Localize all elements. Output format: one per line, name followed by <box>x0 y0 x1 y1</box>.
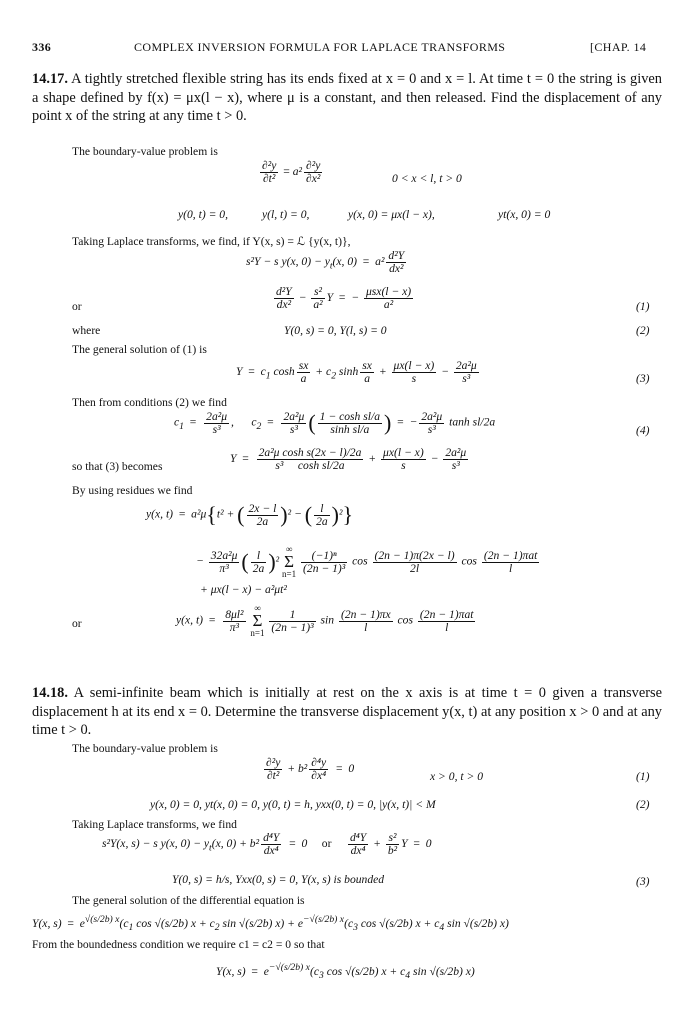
general-solution-intro: The general solution of (1) is <box>72 343 207 356</box>
beam-bounded-solution: Y(x, $s) = e^{-√(s/2b) x}(c_3$ cos √(s/2b) $x + c_4$ sin √(s/2b) x) <box>216 962 475 982</box>
residue-result-line2: − $\frac{\text{32a²μ}}{\text{π³}}$ ( $\frac{l}{2a}$ )² ∞ Σ n=1 $\frac{\text{(−1)ⁿ}}{\text{(2n − 1)³}}$ cos $\frac{(2n - 1)\pi(2x - l)}{2l}$ cos $\frac{\text{(2n − 1)πat}}{l}$ <box>196 544 538 579</box>
residue-result-line3: + μx(l − x) − a²μt² <box>200 583 287 596</box>
problem-14-17-statement <box>32 70 662 126</box>
eq-number-3b: (3) <box>636 875 650 888</box>
beam-equation: $\frac{\text{∂²y}}{\text{∂t²}}$ + b² $\frac{\text{∂⁴y}}{\text{∂x⁴}}$ = 0 <box>266 756 355 782</box>
bc-3: y(x, 0) = μx(l − x), <box>348 208 435 221</box>
bc-1: y(0, t) = 0, <box>178 208 228 221</box>
wave-equation: $\frac{\text{∂²y}}{\text{∂t²}}$ = a² $\frac{\text{∂²y}}{\text{∂x²}}$ <box>262 159 321 185</box>
beam-bcs: y(x, 0) = 0, yt(x, 0) = 0, y(0, t) = h, yxx(0, t) = 0, |y(x, t)| < M <box>150 798 436 811</box>
eq-number-3: (3) <box>636 372 650 385</box>
Y-solution-eq: Y = $\frac{\text{2a²μ cosh s(2x − l)/2a}}{\text{s³ cosh sl/2a}}$ + $\frac{\mu x(l - x)}{s}$ − $\frac{\text{2a²μ}}{\text{s³}}$ <box>230 446 467 472</box>
boundedness-condition: From the boundedness condition we require c1 = c2 = 0 so that <box>32 938 325 951</box>
taking-laplace-2: Taking Laplace transforms, we find <box>72 818 237 831</box>
taking-laplace: Taking Laplace transforms, we find, if Y(x, s) = ℒ {y(x, t)}, <box>72 235 351 248</box>
intro-bvp: The boundary-value problem is <box>72 145 218 158</box>
running-title: COMPLEX INVERSION FORMULA FOR LAPLACE TRANSFORMS <box>134 40 506 54</box>
eq-number-4: (4) <box>636 424 650 437</box>
general-solution-eq: $Y = c_1$ cosh $\frac{sx}{a}$ + $c_2$ sinh $\frac{sx}{a}$ + $\frac{\mu x(l - x)}{s}$ − $\frac{\text{2a²μ}}{\text{s³}}$ <box>236 359 477 385</box>
beam-transformed-eq: s²Y(x, s) − s y(x, $0) - y_t(x$, 0) + b² $\frac{\text{d⁴Y}}{\text{dx⁴}}$ = 0 or $\frac{\text{d⁴Y}}{\text{dx⁴}}$ + $\frac{\text{s²}}{\text{b²}}$ Y = 0 <box>102 831 432 857</box>
so-that-label: so that (3) becomes <box>72 460 163 473</box>
or-label-2: or <box>72 617 82 630</box>
eq-number-1b: (1) <box>636 770 650 783</box>
then-from-conditions: Then from conditions (2) we find <box>72 396 227 409</box>
bc-4: yt(x, 0) = 0 <box>498 208 551 221</box>
eq-number-1: (1) <box>636 300 650 313</box>
page-number: 336 <box>32 40 52 54</box>
intro-bvp-2: The boundary-value problem is <box>72 742 218 755</box>
problem-number: 14.18. <box>32 685 68 701</box>
ode-eq: $\frac{\text{d²Y}}{\text{dx²}}$ − $\frac{\text{s²}}{\text{a²}}$ Y = − $\frac{\text{μsx(l − x)}}{\text{a²}}$ <box>276 285 412 311</box>
eq-number-2b: (2) <box>636 798 650 811</box>
pde-domain-2: x > 0, t > 0 <box>430 770 483 783</box>
bc-2: y(l, t) = 0, <box>262 208 310 221</box>
by-residues: By using residues we find <box>72 484 193 497</box>
problem-14-18-statement <box>32 684 662 740</box>
Y-boundary-conditions: Y(0, s) = 0, Y(l, s) = 0 <box>284 324 387 337</box>
residue-result-line1: y(x, t) = a²μ{t² + ( $\frac{2x - l}{2a}$ )² − ( $\frac{l}{2a}$ )²} <box>146 501 354 528</box>
where-label: where <box>72 324 101 337</box>
general-solution-intro-2: The general solution of the differential equation is <box>72 894 305 907</box>
constants-eq: $c_1$ = $\frac{\text{2a²μ}}{\text{s³}}$ , $c_2$ = $\frac{\text{2a²μ}}{\text{s³}}$ ( $\frac{\text{1 − cosh sl/a}}{\text{sinh sl/a}}$ ) = − $\frac{\text{2a²μ}}{\text{s³}}$ tanh sl/2a <box>174 409 496 436</box>
pde-domain: 0 < x < l, t > 0 <box>392 172 462 185</box>
problem-number: 14.17. <box>32 71 68 87</box>
or-label-3: or <box>321 837 332 851</box>
final-solution-eq: y(x, t) = $\frac{\text{8μl²}}{\text{π³}}$ ∞ Σ n=1 $\frac{1}{\text{(2n − 1)³}}$ sin $\frac{(2n - 1)\pi x}{l}$ cos $\frac{\text{(2n − 1)πat}}{l}$ <box>176 603 474 638</box>
eq-number-2: (2) <box>636 324 650 337</box>
problem-text: A semi-infinite beam which is initially at rest on the x axis is at time t = 0 given a transverse displacement h at its end x = 0. Determine the transverse displacement y(x, t) at any position x > 0 and at any time t > 0. <box>32 685 663 739</box>
beam-general-solution: Y(x, $s) = e^{√(s/2b) x}(c_1$ cos √(s/2b) $x + c_2$ sin √(s/2b) $x) + e^{-√(s/2b) x}(c_3$ cos √(s/2b) $x + c_4$ sin √(s/2b) x) <box>32 914 509 934</box>
chapter-label: [CHAP. 14 <box>590 40 647 54</box>
beam-Y-conditions: Y(0, s) = h/s, Yxx(0, s) = 0, Y(x, s) is bounded <box>172 873 385 886</box>
problem-text: A tightly stretched flexible string has its ends fixed at x = 0 and x = l. At time t = 0 the string is given a shape defined by f(x) = μx(l − x), where μ is a constant, and then released. Find the displacement of any point x of the string at any time t > 0. <box>32 71 662 125</box>
transformed-eq: s²Y − s y(x, $0) - y_t(x$, 0) = a² $\frac{\text{d²Y}}{\text{dx²}}$ <box>246 249 405 275</box>
or-label: or <box>72 300 82 313</box>
